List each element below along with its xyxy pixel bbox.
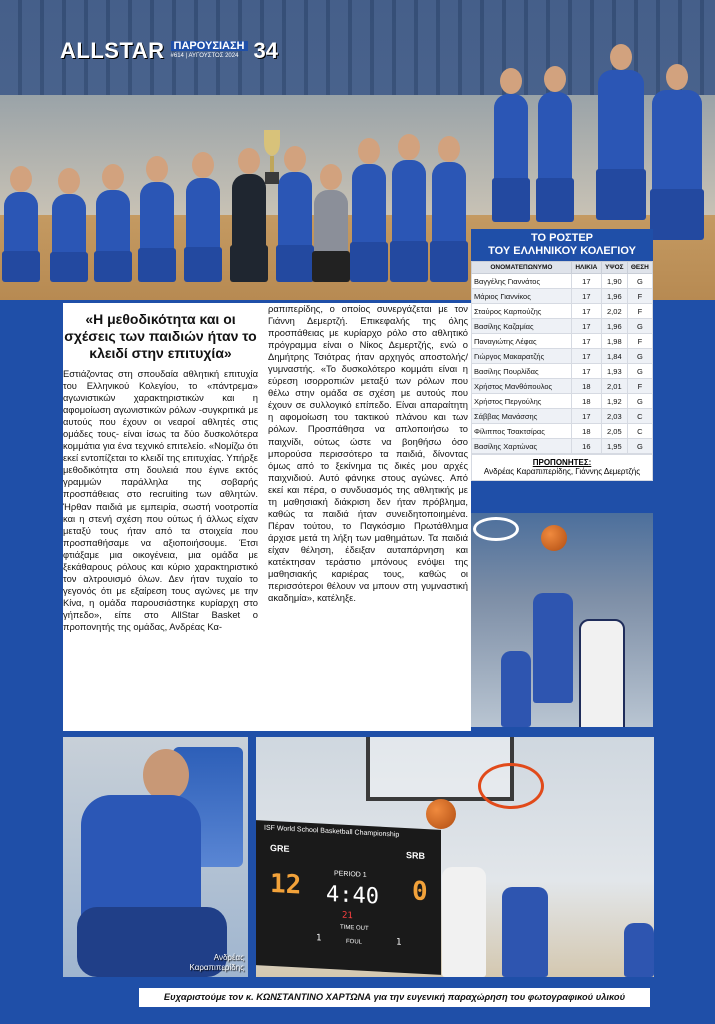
away-fouls: 1 (396, 937, 402, 948)
player-figure (624, 923, 654, 977)
home-team: GRE (270, 842, 290, 854)
article-body (63, 303, 471, 731)
col-header-age: ΗΛΙΚΙΑ (571, 262, 601, 274)
foul-label: FOUL (346, 938, 363, 946)
coaches-names: Ανδρέας Καραπιπερίδης, Γιάννης Δεμερτζής (483, 467, 641, 476)
game-photo (256, 737, 654, 977)
col-header-height: ΥΨΟΣ (601, 262, 627, 274)
roster-row (472, 409, 653, 424)
player-position: C (627, 409, 652, 424)
roster-row (472, 289, 653, 304)
player-height: 2,05 (601, 424, 627, 439)
player-figure (533, 593, 573, 703)
player-age: 18 (571, 379, 601, 394)
away-team: SRB (406, 850, 426, 862)
coach-photo (63, 737, 248, 977)
coach-caption (189, 953, 244, 973)
player-height: 1,95 (601, 439, 627, 454)
player-figure (501, 651, 531, 727)
player-position: G (627, 364, 652, 379)
home-score: 12 (270, 868, 302, 901)
player-position: G (627, 319, 652, 334)
player-name: Μάριος Γιαννίκος (472, 289, 572, 304)
brand-logo: ALLSTAR (60, 38, 165, 63)
player-figure (392, 160, 426, 282)
roster-title-line2: ΤΟΥ ΕΛΛΗΝΙΚΟΥ ΚΟΛΕΓΙΟΥ (488, 245, 636, 257)
issue-label (171, 41, 248, 61)
issue-sub: #614 | ΑΥΓΟΥΣΤΟΣ 2024 (170, 53, 239, 59)
player-age: 17 (571, 409, 601, 424)
player-age: 18 (571, 424, 601, 439)
article-column-1 (63, 303, 258, 633)
basketball-icon (426, 799, 456, 829)
player-age: 17 (571, 349, 601, 364)
coach-shirt (81, 795, 201, 925)
player-name: Παναγιώτης Λέφας (472, 334, 572, 349)
player-name: Χρήστος Περγούλης (472, 394, 572, 409)
roster-table (471, 261, 653, 454)
player-figure (502, 887, 548, 977)
coaches-block (471, 454, 653, 481)
player-position: F (627, 304, 652, 319)
roster-title (471, 229, 653, 261)
period-display (334, 870, 367, 879)
roster-row (472, 379, 653, 394)
footer-name: ΚΩΝΣΤΑΝΤΙΝΟ ΧΑΡΤΩΝΑ (256, 992, 371, 1002)
home-fouls: 1 (316, 933, 322, 944)
roster-box (471, 229, 653, 481)
player-figure (4, 192, 38, 282)
player-position: G (627, 394, 652, 409)
official-figure (314, 190, 348, 282)
timeout-label: TIME OUT (340, 924, 369, 933)
trophy-icon (262, 128, 282, 188)
player-figure (442, 867, 486, 977)
player-age: 17 (571, 319, 601, 334)
action-photo-dunk (471, 513, 653, 727)
player-height: 1,93 (601, 364, 627, 379)
article-paragraph: Εστιάζοντας στη σπουδαία αθλητική επιτυχία του Ελληνικού Κολεγίου, το «πάντρεμα» αγωνιστικών χαρακτηριστικών και η αφομοίωση αγωνιστικών ρόλων -συγκριτικά με αυτούς που έχουν οι νεαροί αθλητές στις ομάδες τους- είναι ίσως τα δύο δυσκολότερα κομμάτια για ένα τεχνικό επιτελείο. «Νομίζω ότι εκεί εντοπίζεται το κλειδί της επιτυχίας. Υπήρξε μεθοδικότητα στη δουλειά που έγινε εκτός γραμμών παράλληλα της σοβαρής προσπάθειας στο recruiting των αθλητών. Ήρθαν παιδιά με εμπειρία, σωστή νοοτροπία και η στενή σχέση που ούτως ή άλλως είχαν μεταξύ τους ήταν από τα στοιχεία που προσπαθήσαμε να αξιοποιήσουμε. Έτσι φτιάξαμε μια οικογένεια, μια ομάδα με ξεκάθαρους ρόλους και κύριο χαρακτηριστικό τον αλτρουισμό όλων. Δεν ήταν τυχαίο το γεγονός ότι με εξαίρεση τους αγώνες με την Κίνα, η ομάδα παρουσιάστηκε κυρίαρχη στο γήπεδο», είπε στο AllStar Basket ο προπονητής της ομάδας, Ανδρέας Κα- (63, 368, 258, 632)
roster-row (472, 319, 653, 334)
article-paragraph: ραπιπερίδης, ο οποίος συνεργάζεται με τον Γιάννη Δεμερτζή. Επικεφαλής της όλης προσπάθειας με κυρίαρχο ρόλο στο αθλητικό πρόγραμμα είναι ο Νίκος Δεμερτζής, ενώ ο Δημήτρης Τσιότρας ήταν αρχηγός αποστολής/γυμναστής. «Το δυσκολότερο κομμάτι είναι η εύρεση ισορροπιών μεταξύ των ρόλων που θέλω στην ομάδα σε σχέση με αυτούς που έχουν σε συλλογικό επίπεδο. Είναι απαραίτητη η αφομοίωση του τακτικού πλάνου και των ρόλων. Προσπάθησα να απλοποιήσω το παιχνίδι, ούτως ώστε να βοηθήσω όσο μπορούσα περισσότερο τα παιδιά, δίνοντας όμως από το ξεκίνημα τις δικές μου αρχές παιχνιδιού. Αυτό φάνηκε στους αγώνες. Από εκεί και πέρα, ο συνδυασμός της αθλητικής με τη μαθησιακή διάκριση δεν ήταν πρόβλημα, καθώς τα παιδιά ήταν συνειδητοποιημένα. Πέραν τούτου, το Παγκόσμιο Πρωτάθλημα άρχισε μετά τη λήξη των μαθημάτων. Τα παιδιά είχαν θέληση, έδειξαν αυταπάρνηση και κατέκτησαν τεράστιο μπόνους ενόψει της μαθησιακής καριέρας τους, καθώς οι περισσότεροι θέλουν να μπουν στη γυμναστική ακαδημία», κατέληξε. (268, 303, 468, 604)
player-figure (538, 92, 572, 222)
player-position: F (627, 334, 652, 349)
roster-row (472, 274, 653, 289)
player-height: 1,92 (601, 394, 627, 409)
player-name: Φίλιππος Τσακτσίρας (472, 424, 572, 439)
player-name: Βασίλης Καζαμίας (472, 319, 572, 334)
scoreboard (256, 820, 441, 975)
player-age: 17 (571, 334, 601, 349)
official-figure (232, 174, 266, 282)
player-figure (96, 190, 130, 282)
player-figure (352, 164, 386, 282)
coach-caption-line2: Καραπιπερίδης (189, 963, 244, 972)
roster-row (472, 439, 653, 454)
player-age: 17 (571, 274, 601, 289)
player-figure (494, 94, 528, 222)
player-height: 1,90 (601, 274, 627, 289)
basket-hoop (478, 763, 544, 809)
coach-head (143, 749, 189, 801)
basket-hoop (473, 517, 519, 541)
player-age: 17 (571, 364, 601, 379)
roster-title-line1: ΤΟ ΡΟΣΤΕΡ (530, 232, 594, 244)
player-position: F (627, 289, 652, 304)
roster-row (472, 394, 653, 409)
player-name: Σταύρος Καρπούζης (472, 304, 572, 319)
player-age: 17 (571, 289, 601, 304)
masthead (60, 38, 278, 64)
player-height: 1,96 (601, 289, 627, 304)
player-figure (186, 178, 220, 282)
player-age: 18 (571, 394, 601, 409)
roster-row (472, 304, 653, 319)
player-height: 2,03 (601, 409, 627, 424)
player-figure (140, 182, 174, 282)
player-height: 2,02 (601, 304, 627, 319)
player-position: G (627, 439, 652, 454)
player-position: G (627, 274, 652, 289)
roster-row (472, 424, 653, 439)
game-clock: 4:40 (326, 881, 379, 910)
player-age: 17 (571, 304, 601, 319)
coaches-title: ΠΡΟΠΟΝΗΤΕΣ: (532, 458, 592, 467)
player-age: 16 (571, 439, 601, 454)
player-height: 2,01 (601, 379, 627, 394)
player-figure (278, 172, 312, 282)
player-name: Γιώργος Μακαρατζής (472, 349, 572, 364)
roster-row (472, 364, 653, 379)
player-figure (652, 90, 702, 240)
scoreboard-title: ISF World School Basketball Championship (264, 824, 400, 839)
player-height: 1,84 (601, 349, 627, 364)
player-name: Σάββας Μανάσσης (472, 409, 572, 424)
photo-credit-footer (139, 988, 650, 1007)
shot-clock: 21 (342, 910, 353, 922)
away-score: 0 (412, 876, 428, 908)
player-position: F (627, 379, 652, 394)
player-position: C (627, 424, 652, 439)
player-height: 1,96 (601, 319, 627, 334)
player-name: Βασίλης Πουρλίδας (472, 364, 572, 379)
footer-prefix: Ευχαριστούμε τον κ. (163, 992, 257, 1002)
player-figure (432, 162, 466, 282)
period-label: PERIOD (334, 870, 361, 879)
basketball-icon (541, 525, 567, 551)
player-figure (579, 619, 625, 727)
article-headline: «Η μεθοδικότητα και οι σχέσεις των παιδιών ήταν το κλειδί στην επιτυχία» (64, 311, 257, 361)
player-figure (598, 70, 644, 220)
period-value: 1 (362, 871, 367, 879)
page-number: 34 (253, 38, 278, 63)
coach-caption-line1: Ανδρέας (213, 953, 244, 962)
issue-name: ΠΑΡΟΥΣΙΑΣΗ (171, 41, 248, 51)
player-name: Χρήστος Μανθόπουλος (472, 379, 572, 394)
footer-suffix: για την ευγενική παραχώρηση του φωτογραφικού υλικού (370, 992, 626, 1002)
roster-header-row (472, 262, 653, 274)
player-position: G (627, 349, 652, 364)
roster-row (472, 334, 653, 349)
player-name: Βαγγέλης Γιαννάτος (472, 274, 572, 289)
col-header-position: ΘΕΣΗ (627, 262, 652, 274)
player-height: 1,98 (601, 334, 627, 349)
player-name: Βασίλης Χαρτώνας (472, 439, 572, 454)
player-figure (52, 194, 86, 282)
roster-row (472, 349, 653, 364)
article-column-2 (268, 303, 468, 604)
col-header-name: ΟΝΟΜΑΤΕΠΩΝΥΜΟ (472, 262, 572, 274)
